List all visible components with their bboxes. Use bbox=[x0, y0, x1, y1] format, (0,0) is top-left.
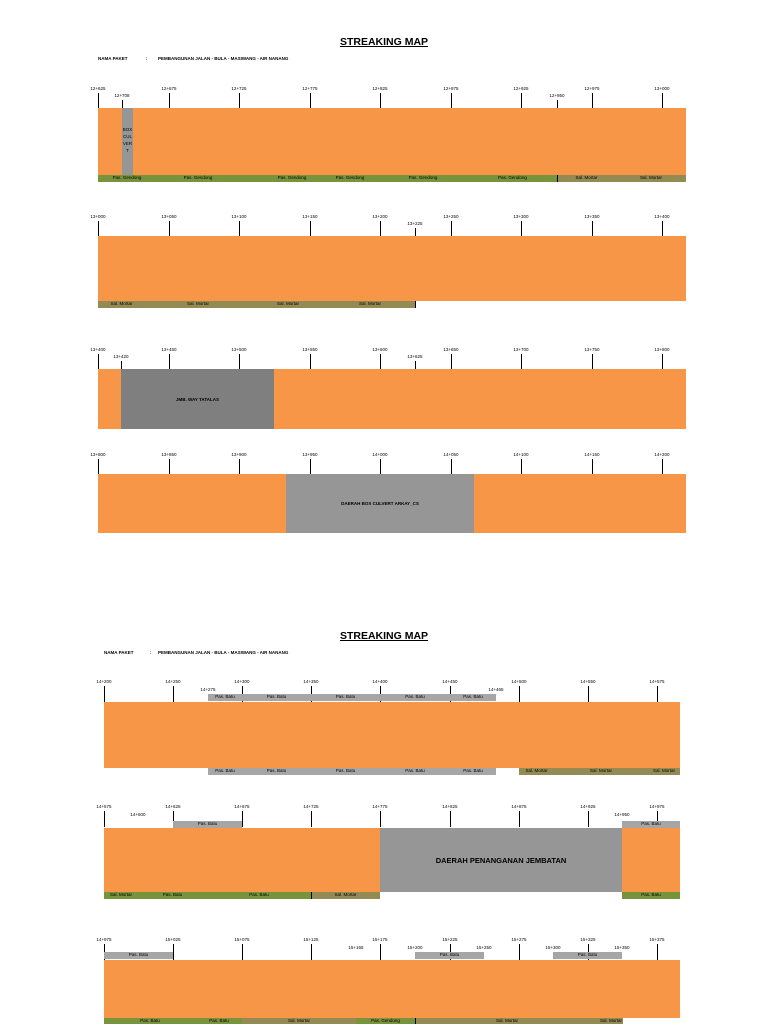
tick bbox=[588, 811, 589, 827]
tick-label: 14+200 bbox=[96, 679, 112, 684]
bottom-segment: Pas. Batu bbox=[138, 892, 207, 899]
tick-label: 13+950 bbox=[302, 452, 318, 457]
bottom-segment: Pas. Batu bbox=[450, 768, 496, 775]
tick bbox=[311, 811, 312, 827]
tick-label: 14+400 bbox=[372, 679, 388, 684]
tick-label: 13+000 bbox=[90, 214, 106, 219]
segment-divider bbox=[311, 892, 312, 899]
tick-label: 13+500 bbox=[231, 347, 247, 352]
bottom-segment: Pas. Batu bbox=[622, 892, 680, 899]
segment-divider bbox=[415, 1018, 416, 1024]
paket-colon: : bbox=[146, 56, 148, 61]
tick bbox=[380, 459, 381, 474]
tick bbox=[98, 93, 99, 108]
bottom-segment: Sal. Mortar bbox=[415, 1018, 599, 1024]
page-title: STREAKING MAP bbox=[339, 630, 429, 642]
tick-label: 14+875 bbox=[511, 804, 527, 809]
tick-label: 13+600 bbox=[372, 347, 388, 352]
tick-label: 15+025 bbox=[165, 937, 181, 942]
tick bbox=[169, 221, 170, 236]
top-segment: Pas. Batu bbox=[450, 694, 496, 701]
tick-label: 15+325 bbox=[580, 937, 596, 942]
bottom-segment: Pas. Gendong bbox=[240, 175, 344, 182]
subtick-label: 14+950 bbox=[614, 812, 630, 817]
bottom-segment: Pas. Batu bbox=[208, 768, 242, 775]
tick-label: 13+400 bbox=[654, 214, 670, 219]
tick-label: 14+550 bbox=[580, 679, 596, 684]
tick-label: 15+375 bbox=[649, 937, 665, 942]
tick bbox=[521, 93, 522, 108]
tick bbox=[662, 354, 663, 369]
bridge-block: JMB. WAY TATALAS bbox=[121, 369, 274, 429]
tick-label: 14+825 bbox=[442, 804, 458, 809]
tick bbox=[521, 459, 522, 474]
road-segment bbox=[104, 702, 680, 768]
bottom-segment: Sal. Mortar bbox=[648, 768, 680, 775]
tick bbox=[169, 93, 170, 108]
tick bbox=[310, 459, 311, 474]
tick bbox=[169, 459, 170, 474]
bottom-segment: Sal. Mortar bbox=[311, 892, 380, 899]
tick bbox=[380, 354, 381, 369]
tick-label: 14+725 bbox=[303, 804, 319, 809]
tick-label: 14+050 bbox=[443, 452, 459, 457]
bottom-segment: Pas. Gendong bbox=[98, 175, 156, 182]
bottom-segment: Sal. Mortar bbox=[251, 301, 325, 308]
tick-label: 12+875 bbox=[443, 86, 459, 91]
tick bbox=[173, 944, 174, 960]
tick-label: 14+500 bbox=[511, 679, 527, 684]
paket-value: PEMBANGUNAN JALAN - BULA - MASIWANG - AIR NANANG bbox=[158, 56, 289, 61]
tick-label: 12+825 bbox=[372, 86, 388, 91]
tick bbox=[239, 459, 240, 474]
tick bbox=[173, 686, 174, 702]
subtick-label: 14+465 bbox=[488, 687, 504, 692]
tick-label: 14+100 bbox=[513, 452, 529, 457]
tick bbox=[521, 221, 522, 236]
segment-divider bbox=[415, 301, 416, 308]
tick-label: 12+925 bbox=[513, 86, 529, 91]
subtick-label: 13+225 bbox=[407, 221, 423, 226]
subtick-label: 15+200 bbox=[407, 945, 423, 950]
bottom-segment: Pas. Batu bbox=[196, 1018, 242, 1024]
tick-label: 13+800 bbox=[654, 347, 670, 352]
tick bbox=[592, 459, 593, 474]
tick-label: 14+625 bbox=[165, 804, 181, 809]
bottom-segment: Sal. Mortar bbox=[104, 892, 138, 899]
bottom-segment: Pas. Gendong bbox=[468, 175, 557, 182]
tick bbox=[98, 459, 99, 474]
tick-label: 15+275 bbox=[511, 937, 527, 942]
tick-label: 14+450 bbox=[442, 679, 458, 684]
road-segment bbox=[104, 960, 680, 1018]
road-segment bbox=[98, 236, 686, 301]
bottom-segment: Sal. Mortar bbox=[98, 301, 145, 308]
subtick-label: 13+420 bbox=[113, 354, 129, 359]
tick-label: 15+125 bbox=[303, 937, 319, 942]
tick bbox=[311, 944, 312, 960]
tick-label: 13+200 bbox=[372, 214, 388, 219]
tick bbox=[519, 944, 520, 960]
bottom-segment: Sal. Mortar bbox=[519, 768, 554, 775]
box-culvert-area: DAERAH BOX CULVERT ARKAY_CS bbox=[286, 474, 474, 533]
top-segment: Pas. Batu bbox=[380, 694, 450, 701]
tick bbox=[239, 93, 240, 108]
bottom-segment: Sal. Mortar bbox=[616, 175, 686, 182]
tick bbox=[169, 354, 170, 369]
tick-label: 12+625 bbox=[90, 86, 106, 91]
tick bbox=[239, 354, 240, 369]
tick bbox=[380, 944, 381, 960]
tick-label: 13+800 bbox=[90, 452, 106, 457]
tick bbox=[310, 93, 311, 108]
top-segment: Pas. Batu bbox=[553, 952, 622, 959]
tick bbox=[657, 944, 658, 960]
tick-label: 14+975 bbox=[96, 937, 112, 942]
tick-label: 13+000 bbox=[654, 86, 670, 91]
bottom-segment: Pas. Batu bbox=[311, 768, 380, 775]
tick bbox=[451, 93, 452, 108]
tick bbox=[592, 221, 593, 236]
tick bbox=[242, 811, 243, 827]
tick bbox=[242, 944, 243, 960]
bridge-handling-area: DAERAH PENANGANAN JEMBATAN bbox=[380, 828, 622, 892]
tick-label: 13+350 bbox=[584, 214, 600, 219]
subtick-label: 14+275 bbox=[200, 687, 216, 692]
subtick-label: 15+250 bbox=[476, 945, 492, 950]
tick-label: 13+550 bbox=[302, 347, 318, 352]
tick-label: 13+150 bbox=[302, 214, 318, 219]
subtick-label: 12+708 bbox=[114, 93, 130, 98]
top-segment: Pas. Batu bbox=[415, 952, 484, 959]
tick bbox=[451, 221, 452, 236]
paket-label: NAMA PAKET bbox=[104, 650, 134, 655]
tick bbox=[310, 221, 311, 236]
paket-value: PEMBANGUNAN JALAN - BULA - MASIWANG - AIR NANANG bbox=[158, 650, 289, 655]
tick bbox=[98, 354, 99, 369]
bottom-segment: Pas. Batu bbox=[242, 768, 311, 775]
bottom-segment: Pas. Batu bbox=[207, 892, 311, 899]
tick-label: 13+850 bbox=[161, 452, 177, 457]
tick-label: 15+225 bbox=[442, 937, 458, 942]
tick-label: 14+925 bbox=[580, 804, 596, 809]
bottom-segment: Pas. Gendong bbox=[156, 175, 240, 182]
tick bbox=[521, 354, 522, 369]
bottom-segment: Pas. Batu bbox=[104, 1018, 196, 1024]
tick bbox=[657, 686, 658, 702]
tick bbox=[662, 221, 663, 236]
top-segment: Pas. Batu bbox=[104, 952, 173, 959]
subtick-label: 12+950 bbox=[549, 93, 565, 98]
top-segment: Pas. Batu bbox=[242, 694, 311, 701]
tick-label: 14+300 bbox=[234, 679, 250, 684]
tick-label: 14+575 bbox=[96, 804, 112, 809]
tick bbox=[450, 811, 451, 827]
tick bbox=[104, 811, 105, 827]
tick bbox=[588, 686, 589, 702]
tick bbox=[380, 811, 381, 827]
tick bbox=[662, 459, 663, 474]
bottom-segment: Pas. Gendong bbox=[378, 175, 468, 182]
tick-label: 14+975 bbox=[649, 804, 665, 809]
tick bbox=[310, 354, 311, 369]
tick-label: 13+450 bbox=[161, 347, 177, 352]
subtick bbox=[415, 228, 416, 236]
tick bbox=[592, 93, 593, 108]
bottom-segment: Pas. Gendong bbox=[356, 1018, 415, 1024]
tick-label: 14+200 bbox=[654, 452, 670, 457]
tick-label: 13+050 bbox=[161, 214, 177, 219]
subtick bbox=[415, 361, 416, 369]
bottom-segment: Sal. Mortar bbox=[145, 301, 251, 308]
segment-divider bbox=[557, 175, 558, 182]
tick-label: 14+775 bbox=[372, 804, 388, 809]
tick bbox=[451, 459, 452, 474]
subtick-label: 15+300 bbox=[545, 945, 561, 950]
subtick-label: 15+350 bbox=[614, 945, 630, 950]
subtick-label: 15+165 bbox=[348, 945, 364, 950]
tick bbox=[451, 354, 452, 369]
tick bbox=[239, 221, 240, 236]
tick-label: 13+700 bbox=[513, 347, 529, 352]
bottom-segment: Sal. Mortar bbox=[325, 301, 415, 308]
tick-label: 12+975 bbox=[584, 86, 600, 91]
tick-label: 13+900 bbox=[231, 452, 247, 457]
top-segment: Pas. Batu bbox=[622, 821, 680, 828]
tick-label: 13+750 bbox=[584, 347, 600, 352]
tick bbox=[380, 93, 381, 108]
tick-label: 14+350 bbox=[303, 679, 319, 684]
bottom-segment: Sal. Mortar bbox=[599, 1018, 622, 1023]
bottom-segment: Sal. Mortar bbox=[242, 1018, 356, 1024]
tick-label: 14+250 bbox=[165, 679, 181, 684]
paket-colon: : bbox=[150, 650, 152, 655]
tick bbox=[592, 354, 593, 369]
bottom-segment: Sal. Mortar bbox=[554, 768, 648, 775]
tick-label: 14+150 bbox=[584, 452, 600, 457]
paket-label: NAMA PAKET bbox=[98, 56, 128, 61]
bottom-segment: Pas. Gendong bbox=[322, 175, 378, 182]
tick bbox=[380, 221, 381, 236]
top-segment: Pas. Batu bbox=[208, 694, 242, 701]
tick bbox=[662, 93, 663, 108]
subtick-label: 13+625 bbox=[407, 354, 423, 359]
tick bbox=[519, 811, 520, 827]
tick-label: 12+725 bbox=[231, 86, 247, 91]
tick-label: 13+250 bbox=[443, 214, 459, 219]
top-segment: Pas. Batu bbox=[173, 821, 242, 828]
tick-label: 14+575 bbox=[649, 679, 665, 684]
tick bbox=[519, 686, 520, 702]
tick-label: 14+675 bbox=[234, 804, 250, 809]
road-segment bbox=[98, 108, 686, 175]
tick-label: 13+100 bbox=[231, 214, 247, 219]
tick bbox=[98, 221, 99, 236]
tick-label: 15+075 bbox=[234, 937, 250, 942]
tick-label: 12+775 bbox=[302, 86, 318, 91]
tick-label: 15+175 bbox=[372, 937, 388, 942]
bottom-segment: Sal. Mortar bbox=[557, 175, 616, 182]
tick-label: 13+300 bbox=[513, 214, 529, 219]
subtick-label: 14+600 bbox=[130, 812, 146, 817]
bottom-segment: Pas. Batu bbox=[380, 768, 450, 775]
box-culvert-block: BOX CUL VER T bbox=[122, 108, 133, 175]
subtick bbox=[121, 361, 122, 369]
subtick bbox=[122, 100, 123, 108]
tick bbox=[104, 686, 105, 702]
top-segment: Pas. Batu bbox=[311, 694, 380, 701]
tick-label: 13+650 bbox=[443, 347, 459, 352]
subtick bbox=[557, 100, 558, 108]
tick-label: 12+675 bbox=[161, 86, 177, 91]
page-title: STREAKING MAP bbox=[339, 36, 429, 48]
tick-label: 14+000 bbox=[372, 452, 388, 457]
tick-label: 13+400 bbox=[90, 347, 106, 352]
